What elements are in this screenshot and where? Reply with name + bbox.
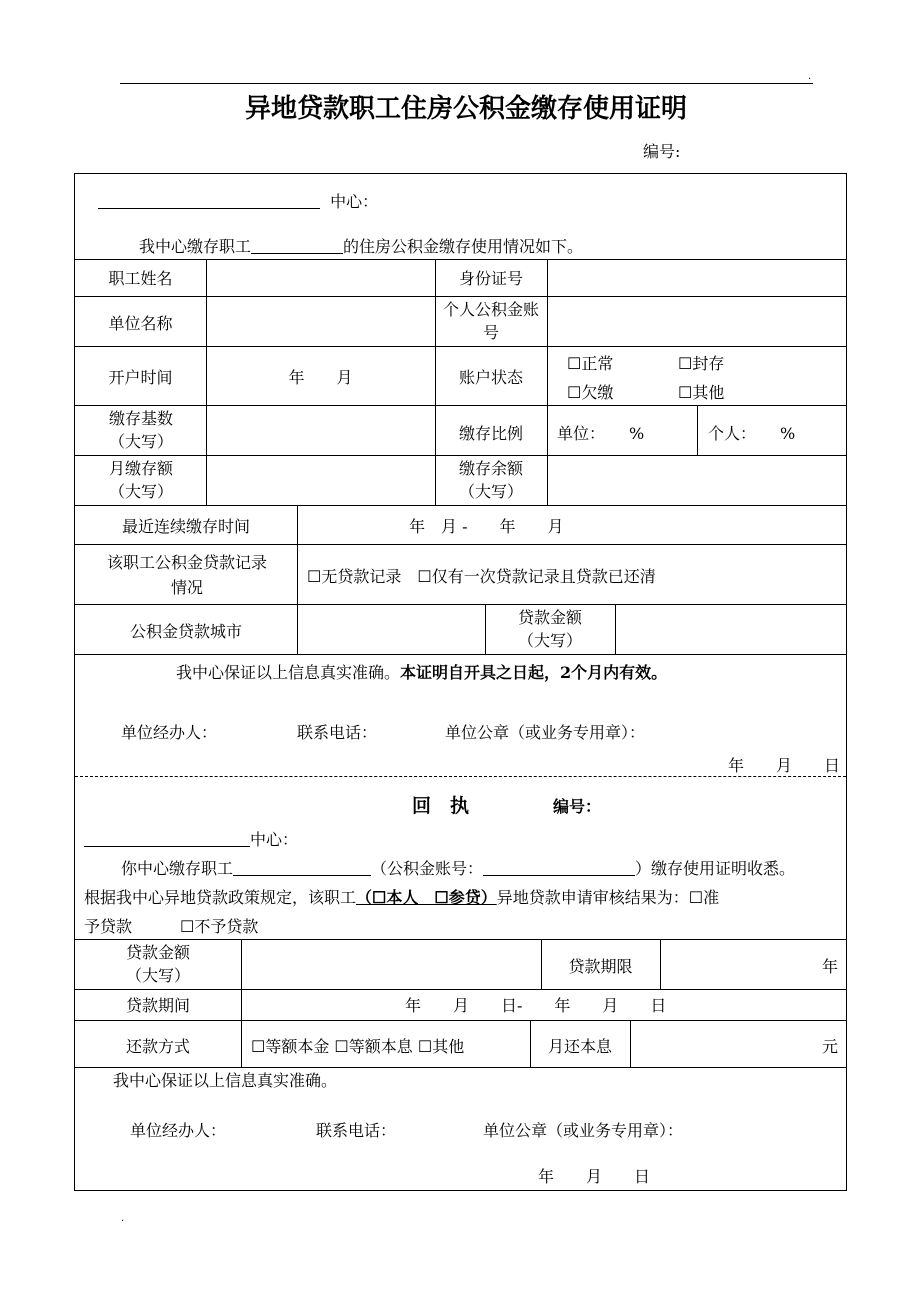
loan-record-label: 该职工公积金贷款记录情况 xyxy=(107,553,268,597)
center-name-blank[interactable] xyxy=(98,192,320,209)
deposit-base-label: 缴存基数（大写） xyxy=(108,409,173,451)
monthly-principal-label: 月还本息 xyxy=(547,1037,612,1056)
receipt-line3[interactable]: 予贷款 ☐不予贷款 xyxy=(84,917,259,936)
cert-phone-label: 联系电话： xyxy=(297,723,378,742)
corner-mark: . xyxy=(808,71,812,82)
open-time-label: 开户时间 xyxy=(108,368,173,387)
receipt-line1: 你中心缴存职工 （公积金账号： ）缴存使用证明收悉。 xyxy=(121,859,796,878)
cert-guarantee: 我中心保证以上信息真实准确。本证明自开具之日起，2个月内有效。 xyxy=(176,663,668,682)
loan-term-unit: 年 xyxy=(821,957,838,976)
loan-record-options[interactable]: ☐无贷款记录 ☐仅有一次贷款记录且贷款已还清 xyxy=(307,567,656,586)
cert-seal-label: 单位公章（或业务专用章）： xyxy=(445,723,646,742)
status-option-sealed[interactable]: ☐封存 xyxy=(678,354,725,373)
loan-city-label: 公积金贷款城市 xyxy=(129,622,242,641)
receipt-number-label: 编号： xyxy=(553,797,602,816)
receipt-handler-label: 单位经办人： xyxy=(130,1121,227,1140)
receipt-line2: 根据我中心异地贷款政策规定，该职工（☐本人 ☐参贷）异地贷款申请审核结果为：☐准 xyxy=(84,888,720,907)
header-rule xyxy=(120,83,813,84)
receipt-phone-label: 联系电话： xyxy=(316,1121,397,1140)
cert-handler-label: 单位经办人： xyxy=(121,723,218,742)
account-status-label: 账户状态 xyxy=(458,368,523,387)
receipt-seal-label: 单位公章（或业务专用章）： xyxy=(483,1121,684,1140)
open-time-value: 年 月 xyxy=(288,368,353,387)
employee-name-blank[interactable] xyxy=(251,237,343,254)
unit-name-label: 单位名称 xyxy=(108,314,173,333)
center-name-line: 中心： xyxy=(98,191,378,213)
loan-term-label: 贷款期限 xyxy=(568,957,633,976)
employee-name-label: 职工姓名 xyxy=(108,269,173,288)
monthly-principal-unit: 元 xyxy=(821,1037,838,1056)
repay-method-label: 还款方式 xyxy=(125,1037,190,1056)
applicant-type-options[interactable]: （☐本人 ☐参贷） xyxy=(356,888,497,907)
id-number-label: 身份证号 xyxy=(458,269,523,288)
status-option-normal[interactable]: ☐正常 xyxy=(567,354,614,373)
receipt-guarantee: 我中心保证以上信息真实准确。 xyxy=(113,1071,338,1090)
loan-period-label: 贷款期间 xyxy=(125,996,190,1015)
footer-mark: . xyxy=(121,1213,125,1224)
deposit-ratio-label: 缴存比例 xyxy=(458,424,523,443)
monthly-amount-label: 月缴存额（大写） xyxy=(108,459,173,501)
intro-line: 我中心缴存职工 的住房公积金缴存使用情况如下。 xyxy=(139,237,584,256)
recent-period-value: 年 月 - 年 月 xyxy=(409,517,564,536)
loan-amount-label: 贷款金额（大写） xyxy=(517,608,582,650)
loan-period-value: 年 月 日- 年 月 日 xyxy=(405,996,667,1015)
personal-ratio: 个人： % xyxy=(708,424,796,443)
status-option-arrears[interactable]: ☐欠缴 xyxy=(567,383,614,402)
balance-label: 缴存余额（大写） xyxy=(458,459,523,501)
personal-account-label: 个人公积金账号 xyxy=(442,300,539,342)
status-option-other[interactable]: ☐其他 xyxy=(678,383,725,402)
receipt-date: 年 月 日 xyxy=(538,1167,651,1186)
receipt-account-blank[interactable] xyxy=(483,859,635,876)
page-title: 异地贷款职工住房公积金缴存使用证明 xyxy=(244,94,687,124)
document-number-label: 编号: xyxy=(643,142,681,161)
receipt-center-blank[interactable] xyxy=(84,830,250,847)
receipt-loan-amount-label: 贷款金额（大写） xyxy=(125,943,190,985)
unit-ratio: 单位： % xyxy=(557,424,645,443)
receipt-title: 回 执 xyxy=(412,795,470,817)
repay-options[interactable]: ☐等额本金 ☐等额本息 ☐其他 xyxy=(251,1037,465,1056)
receipt-employee-blank[interactable] xyxy=(233,859,371,876)
recent-period-label: 最近连续缴存时间 xyxy=(121,517,250,536)
cert-date: 年 月 日 xyxy=(728,756,841,775)
receipt-center-line: 中心： xyxy=(84,829,298,851)
